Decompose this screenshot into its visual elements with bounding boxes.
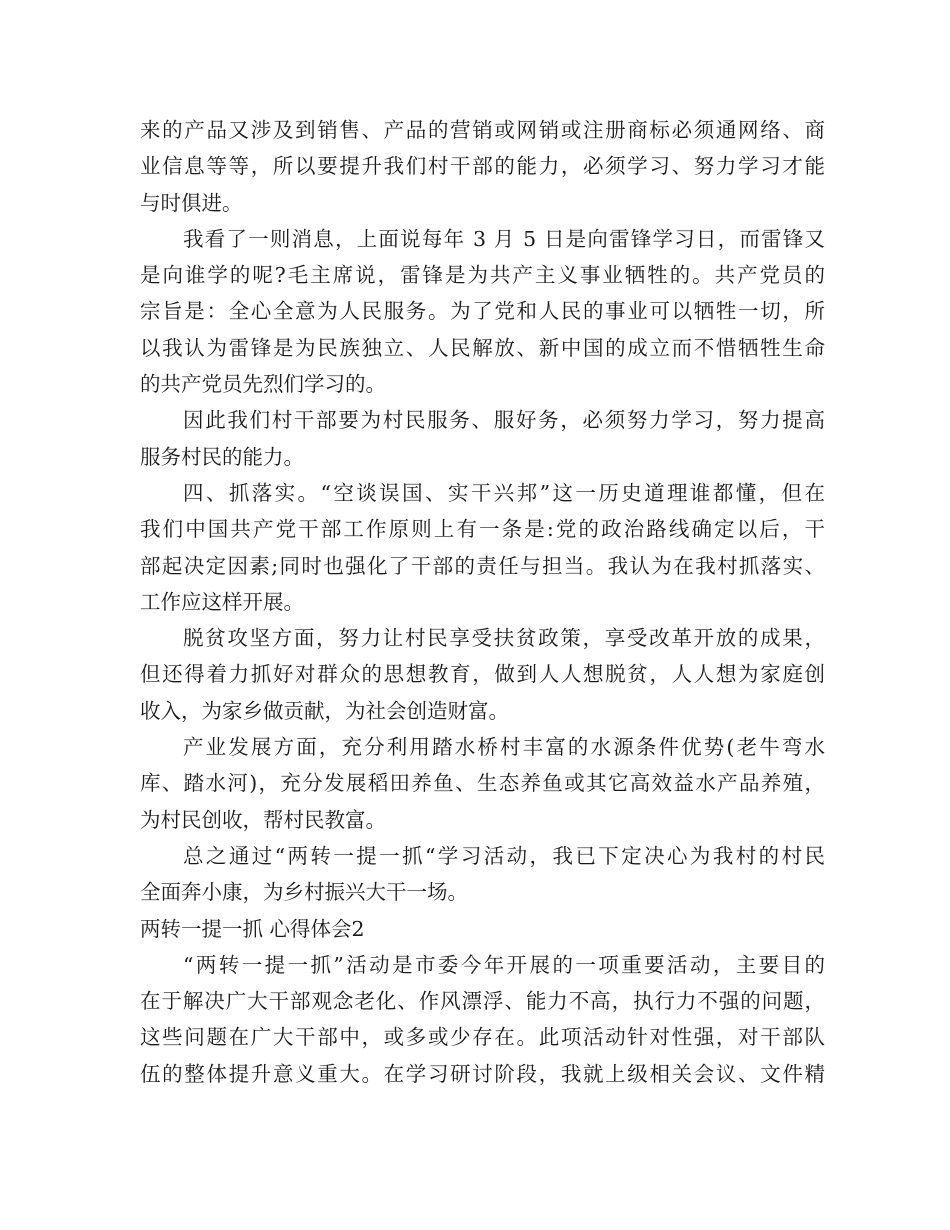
section-heading: 两转一提一抓 心得体会2 (140, 916, 365, 941)
text-line: 全面奔小康，为乡村振兴大干一场。 (140, 880, 468, 905)
text-line: 为村民创收，帮村民教富。 (140, 807, 386, 832)
paragraph-first-line: 总之通过“两转一提一抓“学习活动，我已下定决心为我村的村民 (183, 843, 825, 868)
text-line: 这些问题在广大干部中，或多或少存在。此项活动针对性强，对干部队 (140, 1025, 825, 1050)
text-line: 来的产品又涉及到销售、产品的营销或网销或注册商标必须通网络、商 (140, 118, 825, 142)
text-line: 收入，为家乡做贡献，为社会创造财富。 (140, 698, 509, 723)
text-line: 业信息等等，所以要提升我们村干部的能力，必须学习、努力学习才能 (140, 154, 825, 179)
paragraph-first-line: 因此我们村干部要为村民服务、服好务，必须努力学习，努力提高 (183, 408, 825, 433)
text-line: 在于解决广大干部观念老化、作风漂浮、能力不高，执行力不强的问题， (140, 989, 825, 1014)
text-line: 是向谁学的呢?毛主席说，雷锋是为共产主义事业牺牲的。共产党员的 (140, 263, 825, 288)
paragraph-first-line: “两转一提一抓”活动是市委今年开展的一项重要活动，主要目的 (183, 952, 825, 977)
text-line: 库、踏水河)，充分发展稻田养鱼、生态养鱼或其它高效益水产品养殖， (140, 771, 825, 796)
text-line: 伍的整体提升意义重大。在学习研讨阶段，我就上级相关会议、文件精 (140, 1061, 825, 1086)
text-line: 我们中国共产党干部工作原则上有一条是:党的政治路线确定以后，干 (140, 517, 825, 542)
text-line: 的共产党员先烈们学习的。 (140, 372, 386, 397)
text-line: 工作应这样开展。 (140, 589, 304, 614)
paragraph-first-line: 脱贫攻坚方面，努力让村民享受扶贫政策，享受改革开放的成果， (183, 626, 825, 651)
text-line: 服务村民的能力。 (140, 444, 304, 469)
document-body (140, 112, 825, 1092)
text-line: 宗旨是：全心全意为人民服务。为了党和人民的事业可以牺牲一切，所 (140, 299, 825, 324)
paragraph-first-line: 我看了一则消息，上面说每年 3 月 5 日是向雷锋学习日，而雷锋又 (183, 226, 825, 251)
paragraph-first-line: 产业发展方面，充分利用踏水桥村丰富的水源条件优势(老牛弯水 (183, 735, 825, 760)
text-line: 部起决定因素;同时也强化了干部的责任与担当。我认为在我村抓落实、 (140, 553, 825, 578)
text-line: 但还得着力抓好对群众的思想教育，做到人人想脱贫，人人想为家庭创 (140, 662, 825, 687)
text-line: 与时俱进。 (140, 190, 243, 215)
paragraph-first-line: 四、抓落实。“空谈误国、实干兴邦”这一历史道理谁都懂，但在 (183, 480, 825, 505)
text-line: 以我认为雷锋是为民族独立、人民解放、新中国的成立而不惜牺牲生命 (140, 335, 825, 360)
